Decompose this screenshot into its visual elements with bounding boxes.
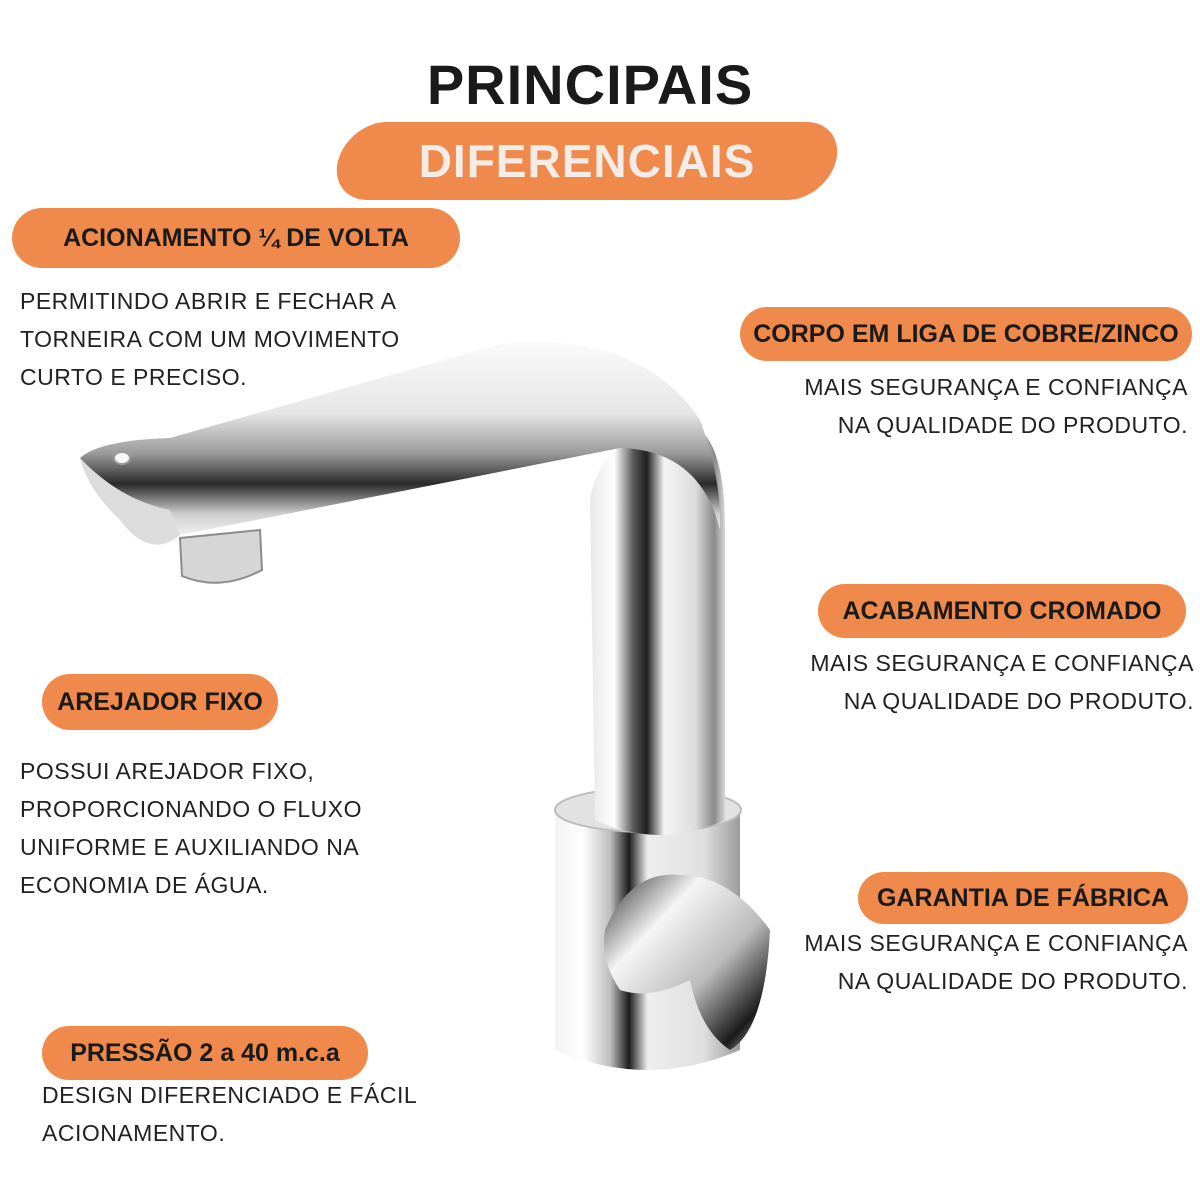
feature-title-garantia: GARANTIA DE FÁBRICA	[858, 872, 1188, 924]
feature-desc-line: MAIS SEGURANÇA E CONFIANÇA	[810, 650, 1194, 676]
feature-desc-line: NA QUALIDADE DO PRODUTO.	[837, 412, 1188, 438]
feature-desc-acionamento	[20, 282, 440, 396]
feature-desc-line: UNIFORME E AUXILIANDO NA	[20, 834, 360, 860]
feature-title-acionamento: ACIONAMENTO ¼ DE VOLTA	[12, 208, 460, 268]
feature-desc-line: DESIGN DIFERENCIADO E FÁCIL	[42, 1082, 418, 1108]
feature-desc-corpo	[760, 368, 1188, 444]
feature-desc-pressao	[42, 1076, 462, 1152]
feature-title-arejador: AREJADOR FIXO	[42, 674, 278, 730]
feature-title-acabamento: ACABAMENTO CROMADO	[818, 584, 1186, 638]
feature-desc-line: POSSUI AREJADOR FIXO,	[20, 758, 315, 784]
page-subtitle: DIFERENCIAIS	[418, 135, 756, 187]
feature-desc-line: ECONOMIA DE ÁGUA.	[20, 872, 269, 898]
feature-desc-line: MAIS SEGURANÇA E CONFIANÇA	[804, 374, 1188, 400]
feature-desc-acabamento	[766, 644, 1194, 720]
feature-desc-line: PROPORCIONANDO O FLUXO	[20, 796, 362, 822]
feature-title-corpo: CORPO EM LIGA DE COBRE/ZINCO	[740, 307, 1192, 361]
page-title: PRINCIPAIS	[426, 53, 754, 116]
feature-desc-line: ACIONAMENTO.	[42, 1120, 226, 1146]
feature-desc-line: NA QUALIDADE DO PRODUTO.	[843, 688, 1194, 714]
feature-desc-line: MAIS SEGURANÇA E CONFIANÇA	[804, 930, 1188, 956]
feature-desc-arejador	[20, 752, 440, 904]
feature-title-pressao: PRESSÃO 2 a 40 m.c.a	[42, 1026, 368, 1080]
feature-desc-line: NA QUALIDADE DO PRODUTO.	[837, 968, 1188, 994]
feature-desc-line: CURTO E PRECISO.	[20, 364, 247, 390]
feature-desc-garantia	[760, 924, 1188, 1000]
feature-desc-line: TORNEIRA COM UM MOVIMENTO	[20, 326, 400, 352]
feature-desc-line: PERMITINDO ABRIR E FECHAR A	[20, 288, 397, 314]
